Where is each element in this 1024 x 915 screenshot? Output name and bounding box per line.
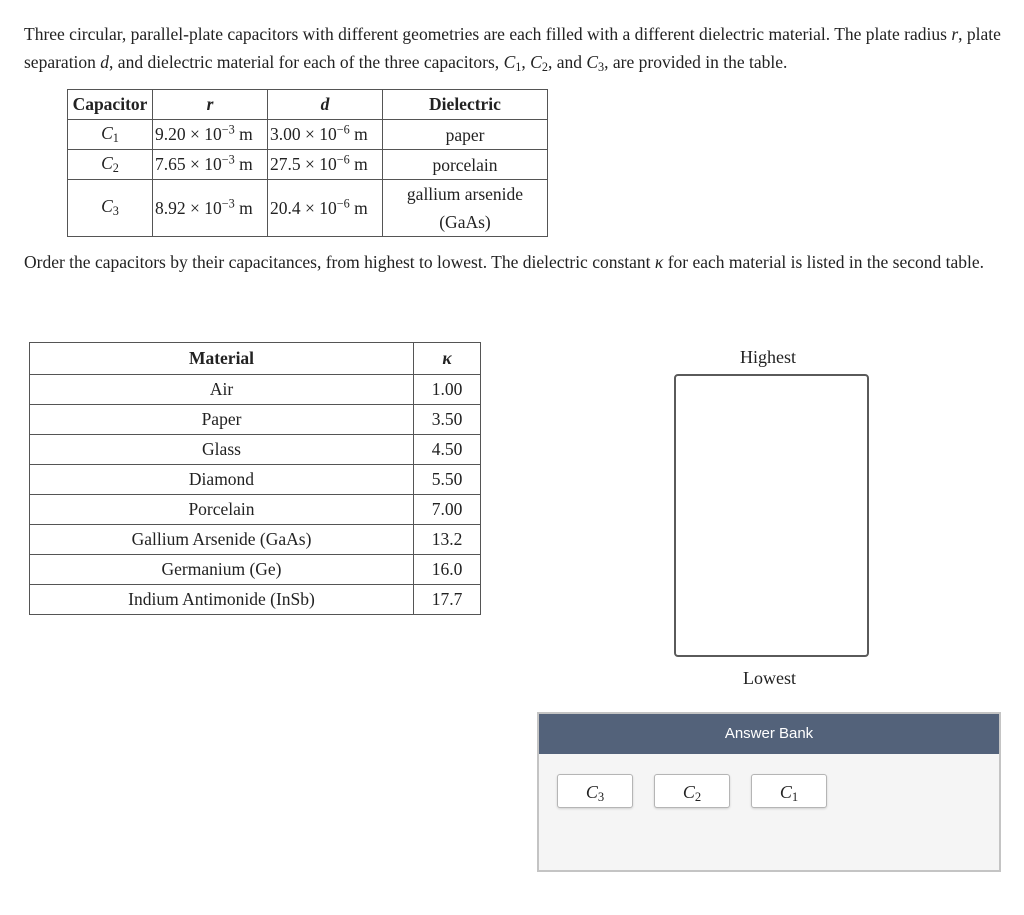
radius-exponent: −3 — [221, 195, 235, 210]
dielectric-cell: paper — [383, 120, 548, 150]
radius-exponent: −3 — [221, 152, 235, 167]
radius-mantissa: 8.92 × 10 — [155, 197, 222, 218]
instruction-text-1: Order the capacitors by their capacitances, from highest to lowest. The dielectric constant — [24, 252, 655, 272]
separation-unit: m — [349, 124, 368, 144]
instruction-text-2: for each material is listed in the second table. — [663, 252, 985, 272]
intro-sep-1: , — [521, 52, 531, 72]
answer-bank-title: Answer Bank — [539, 714, 999, 754]
kappa-cell: 17.7 — [414, 585, 481, 615]
separation-mantissa: 20.4 × 10 — [270, 197, 337, 218]
chip-letter: C — [585, 782, 598, 802]
separation-unit: m — [349, 154, 368, 174]
instruction-paragraph — [24, 248, 1009, 276]
material-cell: Indium Antimonide (InSb) — [30, 585, 414, 615]
table-row — [68, 150, 548, 180]
ranking-drop-zone[interactable] — [674, 374, 869, 657]
intro-text-2: , plate separation — [24, 24, 1001, 72]
separation-unit: m — [349, 197, 368, 218]
header-radius-label: r — [206, 94, 214, 114]
dielectric-cell: porcelain — [383, 150, 548, 180]
cap-letter: C — [101, 196, 113, 217]
intro-c2: C — [530, 52, 542, 72]
separation-cell — [268, 120, 383, 150]
chip-sub: 1 — [791, 790, 799, 805]
intro-c2-sub: 2 — [541, 60, 548, 75]
intro-paragraph — [24, 20, 1009, 81]
intro-text-1: Three circular, parallel-plate capacitors with different geometries are each filled with a different dielectric material. The plate radius — [24, 24, 952, 44]
intro-var-d: d — [100, 52, 110, 72]
header-kappa — [414, 343, 481, 375]
header-kappa-symbol: κ — [442, 348, 452, 368]
radius-unit: m — [234, 154, 253, 174]
table-row — [30, 495, 481, 525]
table-row — [30, 375, 481, 405]
header-separation — [268, 90, 383, 120]
chip-letter: C — [779, 782, 792, 802]
separation-exponent: −6 — [336, 152, 350, 167]
material-cell: Glass — [30, 435, 414, 465]
dielectric-cell — [383, 180, 548, 237]
separation-exponent: −6 — [336, 122, 350, 137]
capacitor-cell — [68, 120, 153, 150]
instruction-kappa: κ — [654, 252, 664, 272]
radius-cell — [153, 150, 268, 180]
material-cell: Diamond — [30, 465, 414, 495]
cap-letter: C — [101, 152, 113, 173]
intro-text-3: , and dielectric material for each of the three capacitors, — [109, 52, 504, 72]
material-cell: Germanium (Ge) — [30, 555, 414, 585]
kappa-cell: 4.50 — [414, 435, 481, 465]
kappa-cell: 13.2 — [414, 525, 481, 555]
material-cell: Gallium Arsenide (GaAs) — [30, 525, 414, 555]
capacitor-table-header-row — [68, 90, 548, 120]
separation-exponent: −6 — [336, 195, 350, 210]
radius-cell — [153, 180, 268, 237]
capacitor-cell — [68, 180, 153, 237]
kappa-cell: 1.00 — [414, 375, 481, 405]
kappa-cell: 3.50 — [414, 405, 481, 435]
chip-sub: 2 — [694, 790, 702, 805]
table-row — [68, 180, 548, 237]
intro-c3: C — [586, 52, 599, 72]
header-separation-label: d — [320, 94, 330, 114]
separation-mantissa: 27.5 × 10 — [270, 154, 337, 174]
intro-c1-sub: 1 — [515, 60, 522, 75]
header-dielectric: Dielectric — [383, 90, 548, 120]
intro-var-r: r — [951, 24, 959, 44]
answer-chip-c3[interactable] — [557, 774, 633, 808]
separation-cell — [268, 150, 383, 180]
table-row — [30, 525, 481, 555]
radius-exponent: −3 — [221, 122, 235, 137]
radius-unit: m — [234, 197, 253, 218]
intro-c1: C — [503, 52, 516, 72]
intro-c3-sub: 3 — [598, 60, 605, 75]
ranking-highest-label: Highest — [740, 347, 796, 367]
answer-chip-c1[interactable] — [751, 774, 827, 808]
header-radius — [153, 90, 268, 120]
material-table — [29, 342, 481, 615]
cap-sub: 1 — [112, 131, 119, 146]
material-table-header-row — [30, 343, 481, 375]
table-row — [30, 435, 481, 465]
material-cell: Porcelain — [30, 495, 414, 525]
answer-chip-c2[interactable] — [654, 774, 730, 808]
dielectric-line-2: (GaAs) — [439, 212, 491, 232]
kappa-cell: 16.0 — [414, 555, 481, 585]
table-row — [30, 465, 481, 495]
capacitor-cell — [68, 150, 153, 180]
table-row — [68, 120, 548, 150]
separation-cell — [268, 180, 383, 237]
material-cell: Paper — [30, 405, 414, 435]
dielectric-line-1: gallium arsenide — [406, 184, 524, 204]
kappa-cell: 5.50 — [414, 465, 481, 495]
intro-text-4: , are provided in the table. — [604, 52, 788, 72]
cap-sub: 2 — [112, 161, 119, 176]
intro-sep-2: , and — [547, 52, 587, 72]
chip-sub: 3 — [597, 790, 605, 805]
table-row — [30, 585, 481, 615]
chip-letter: C — [682, 782, 695, 802]
ranking-lowest-label: Lowest — [743, 668, 796, 688]
radius-cell — [153, 120, 268, 150]
answer-bank — [537, 712, 1001, 872]
separation-mantissa: 3.00 × 10 — [270, 124, 337, 144]
cap-sub: 3 — [112, 204, 119, 219]
radius-mantissa: 9.20 × 10 — [155, 124, 222, 144]
kappa-cell: 7.00 — [414, 495, 481, 525]
header-capacitor: Capacitor — [68, 90, 153, 120]
cap-letter: C — [101, 122, 113, 143]
material-cell: Air — [30, 375, 414, 405]
capacitor-table — [67, 89, 548, 237]
radius-unit: m — [234, 124, 253, 144]
header-material: Material — [30, 343, 414, 375]
radius-mantissa: 7.65 × 10 — [155, 154, 222, 174]
table-row — [30, 555, 481, 585]
table-row — [30, 405, 481, 435]
